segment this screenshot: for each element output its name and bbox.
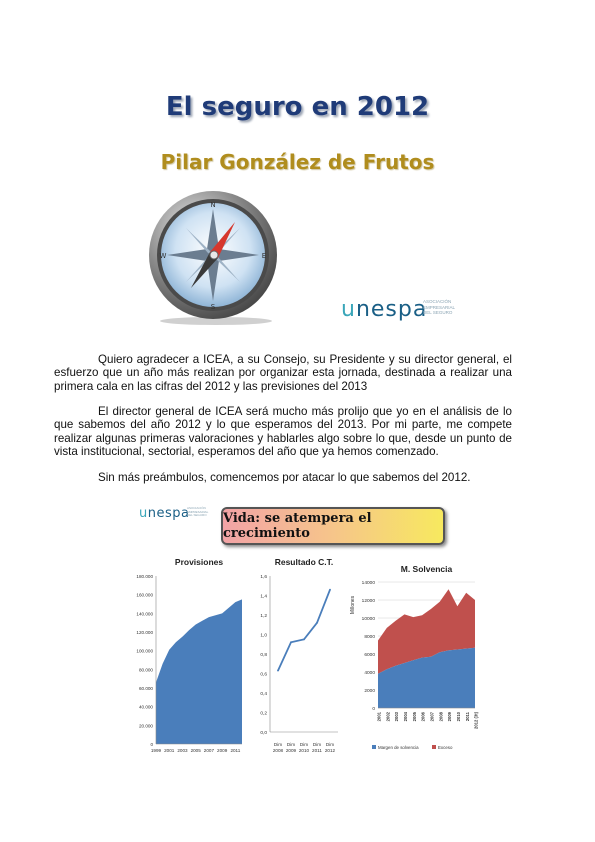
svg-text:W: W (159, 252, 167, 260)
x-tick-label: 2001 (164, 748, 175, 753)
chart-resultado-ct (252, 552, 344, 764)
svg-text:S: S (210, 303, 216, 311)
x-tick-label: 2005 (411, 712, 417, 722)
banner-text: Vida: se atempera el crecimiento (223, 511, 372, 541)
x-tick-label: Dim (312, 742, 322, 747)
x-tick-label: 2007 (203, 748, 215, 753)
unespa-logo (341, 297, 456, 322)
chart-title: Provisiones (174, 557, 224, 567)
paragraph-2: El director general de ICEA será mucho más prolijo que yo en el análisis de lo que sabemos del año 2012 y lo que esperamos del 2013. Por mi parte, me compete realizar algunas primeras valoraciones y hablarles algo sobre lo que, desde un punto de vista institucional, sectorial, esperamos del año que ya hemos comenzado. (54, 405, 512, 458)
legend-label-margen: Margen de solvencia (378, 745, 419, 750)
x-tick-label: 2010 (298, 748, 310, 753)
x-tick-label: 2010 (455, 712, 461, 722)
paragraph-1: Quiero agradecer a ICEA, a su Consejo, su Presidente y su director general, el esfuerzo que un año más realizan por organizar esta jornada, destinada a realizar una primera cala en las cifras del 2012 y las previsiones del 2013 (54, 353, 512, 393)
y-tick-label: 8000 (364, 635, 375, 640)
y-tick-label: 0 (372, 707, 375, 712)
data-point (303, 638, 305, 640)
x-tick-label: 2003 (394, 712, 400, 722)
chart-provisiones (120, 552, 250, 764)
x-tick-label: 2008 (438, 712, 444, 722)
x-tick-label: Dim (286, 742, 296, 747)
y-tick-label: 2000 (364, 689, 375, 694)
data-point (277, 670, 279, 672)
y-axis-label: Millones (350, 595, 356, 615)
section-banner (221, 507, 445, 545)
x-tick-label: 2005 (190, 748, 201, 753)
x-tick-label: 2003 (177, 748, 188, 753)
data-point (290, 641, 292, 643)
x-tick-label: 2007 (429, 712, 435, 722)
logo-u: u (341, 297, 356, 322)
y-tick-label: 0 (150, 742, 153, 747)
y-tick-label: 14000 (361, 581, 375, 586)
svg-text:E: E (261, 252, 267, 260)
legend-label-exceso: Exceso (438, 745, 453, 750)
y-tick-label: 1,6 (260, 575, 267, 580)
page-title: El seguro en 2012 (165, 92, 430, 122)
x-tick-label: 2009 (285, 748, 297, 753)
y-tick-label: 20.000 (138, 723, 153, 729)
y-tick-label: 40.000 (138, 704, 153, 710)
paragraph-3: Sin más preámbulos, comencemos por atacar lo que sabemos del 2012. (98, 471, 471, 484)
x-tick-label: 2012 (324, 748, 336, 753)
y-tick-label: 140.000 (136, 611, 153, 617)
y-tick-label: 0,4 (260, 692, 267, 697)
svg-text:N: N (210, 201, 216, 209)
y-tick-label: 10000 (361, 617, 375, 622)
x-tick-label: 1999 (150, 748, 162, 753)
x-tick-label: 2009 (217, 748, 228, 753)
x-tick-label: 2006 (420, 712, 426, 722)
author-name: Pilar González de Frutos (160, 150, 435, 174)
y-tick-label: 80.000 (138, 667, 153, 673)
y-tick-label: 0,2 (260, 711, 267, 717)
logo-tagline: ASOCIACIÓN EMPRESARIAL DEL SEGURO (423, 299, 456, 315)
legend-swatch-margen (372, 745, 376, 749)
x-tick-label: 2008 (272, 748, 284, 753)
y-tick-label: 0,8 (260, 653, 267, 658)
data-point (316, 622, 318, 624)
y-tick-label: 1,0 (260, 633, 267, 639)
resultado-line (278, 590, 330, 671)
x-tick-label: 2002 (385, 712, 391, 722)
x-tick-label: 2009 (447, 712, 453, 722)
y-tick-label: 100.000 (136, 648, 153, 654)
y-tick-label: 180.000 (136, 574, 153, 579)
x-tick-label: 2004 (403, 712, 409, 722)
data-point (329, 589, 331, 591)
y-tick-label: 6000 (364, 653, 375, 658)
y-tick-label: 1,4 (260, 594, 267, 600)
legend-swatch-exceso (432, 745, 436, 749)
x-tick-label: Dim (273, 742, 283, 747)
y-tick-label: 12000 (361, 599, 375, 604)
y-tick-label: 0,0 (260, 731, 267, 736)
chart-title: Resultado C.T. (274, 557, 334, 567)
x-tick-label: 2011 (312, 748, 322, 753)
logo-word: nespa (355, 297, 428, 322)
y-tick-label: 4000 (364, 671, 375, 676)
y-tick-label: 0,6 (260, 672, 267, 678)
x-tick-label: Dim (325, 742, 335, 747)
unespa-logo-small: unespa ASOCIACIÓN EMPRESARIAL DEL SEGURO (139, 506, 209, 521)
x-tick-label: 2011 (230, 748, 241, 753)
provisiones-area (156, 599, 242, 744)
y-tick-label: 160.000 (136, 592, 153, 598)
x-tick-label: Dim (299, 742, 309, 747)
x-tick-label: 2001 (376, 712, 382, 722)
x-tick-label: 2012 (3t) (473, 712, 479, 729)
y-tick-label: 120.000 (136, 630, 153, 635)
compass-image (146, 185, 280, 330)
y-tick-label: 60.000 (138, 686, 153, 691)
x-tick-label: 2011 (464, 712, 470, 722)
chart-m-solvencia (348, 560, 480, 760)
y-tick-label: 1,2 (260, 614, 267, 619)
chart-title: M. Solvencia (400, 564, 453, 574)
